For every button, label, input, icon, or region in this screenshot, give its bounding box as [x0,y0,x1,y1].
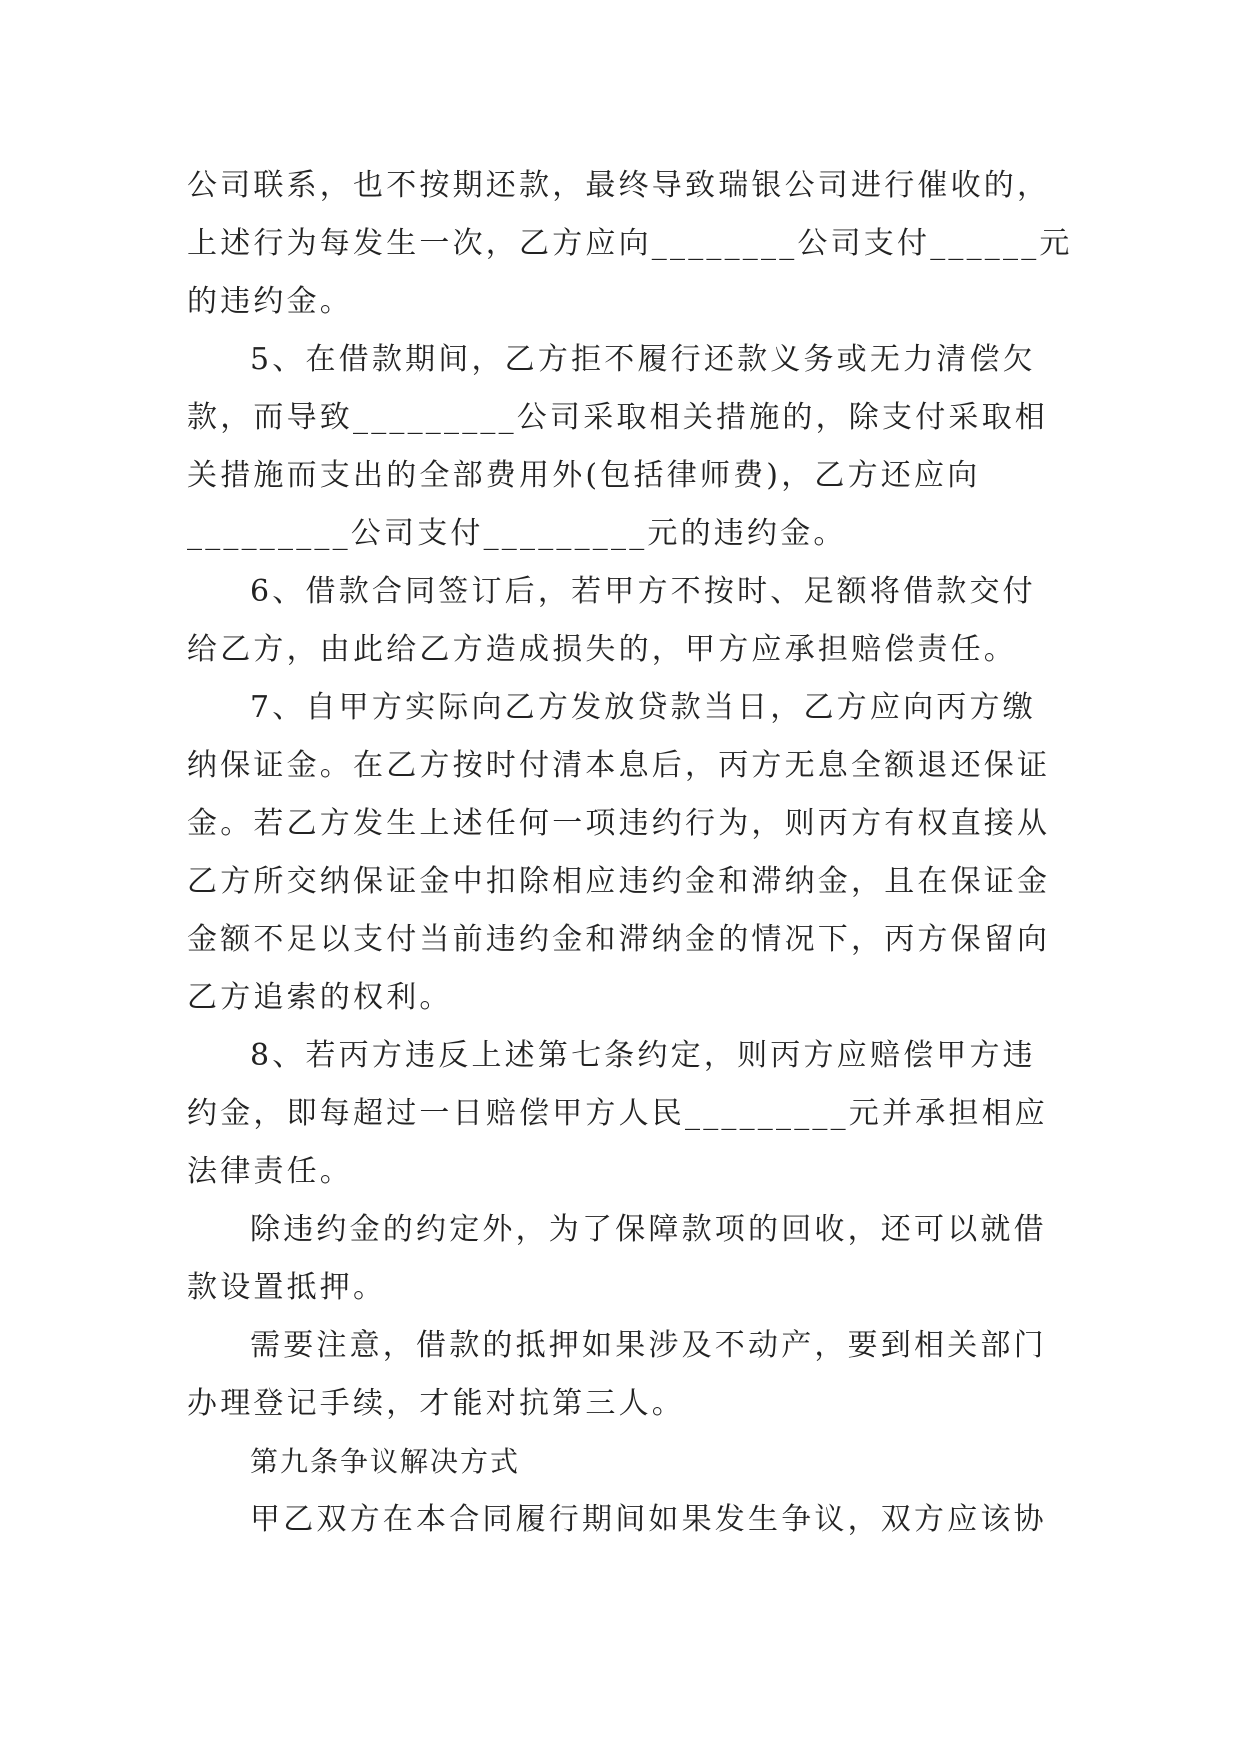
text-line: 纳保证金。在乙方按时付清本息后，丙方无息全额退还保证 [187,748,1051,783]
text-line: 7、自甲方实际向乙方发放贷款当日，乙方应向丙方缴 [250,690,1036,725]
paragraph-mortgage-note [187,1317,1057,1433]
text-line: 的违约金。 [187,284,353,319]
text-line: 约金，即每超过一日赔偿甲方人民_________元并承担相应 [187,1096,1048,1131]
text-line: 上述行为每发生一次，乙方应向________公司支付______元 [187,226,1073,261]
text-line: 公司联系，也不按期还款，最终导致瑞银公司进行催收的， [187,168,1051,203]
text-line: 办理登记手续，才能对抗第三人。 [187,1386,685,1421]
text-line: 款，而导致_________公司采取相关措施的，除支付采取相 [187,400,1048,435]
text-line: 除违约金的约定外，为了保障款项的回收，还可以就借 [250,1212,1047,1247]
text-line: 金额不足以支付当前违约金和滞纳金的情况下，丙方保留向 [187,922,1051,957]
text-line: 关措施而支出的全部费用外(包括律师费)，乙方还应向 [187,458,981,493]
paragraph-clause-7 [187,679,1057,1027]
section-heading-article-9: 第九条争议解决方式 [250,1445,521,1478]
text-line: 给乙方，由此给乙方造成损失的，甲方应承担赔偿责任。 [187,632,1017,667]
paragraph-clause-8 [187,1027,1057,1201]
text-line: 乙方追索的权利。 [187,980,453,1015]
text-line: _________公司支付_________元的违约金。 [187,516,847,551]
text-line: 6、借款合同签订后，若甲方不按时、足额将借款交付 [250,574,1036,609]
text-line: 5、在借款期间，乙方拒不履行还款义务或无力清偿欠 [250,342,1036,377]
paragraph-clause-6 [187,563,1057,679]
document-body [187,157,1073,1549]
text-line: 法律责任。 [187,1154,353,1189]
text-line: 8、若丙方违反上述第七条约定，则丙方应赔偿甲方违 [250,1038,1036,1073]
paragraph-clause-5 [187,331,1057,563]
text-line: 乙方所交纳保证金中扣除相应违约金和滞纳金，且在保证金 [187,864,1051,899]
paragraph-penalty-note [187,1201,1057,1317]
text-line: 需要注意，借款的抵押如果涉及不动产，要到相关部门 [250,1328,1047,1363]
paragraph-clause-4-continued [187,157,1073,331]
text-line: 款设置抵押。 [187,1270,387,1305]
text-line: 金。若乙方发生上述任何一项违约行为，则丙方有权直接从 [187,806,1051,841]
paragraph-dispute-resolution [187,1491,1057,1549]
text-line: 甲乙双方在本合同履行期间如果发生争议，双方应该协 [250,1502,1047,1537]
